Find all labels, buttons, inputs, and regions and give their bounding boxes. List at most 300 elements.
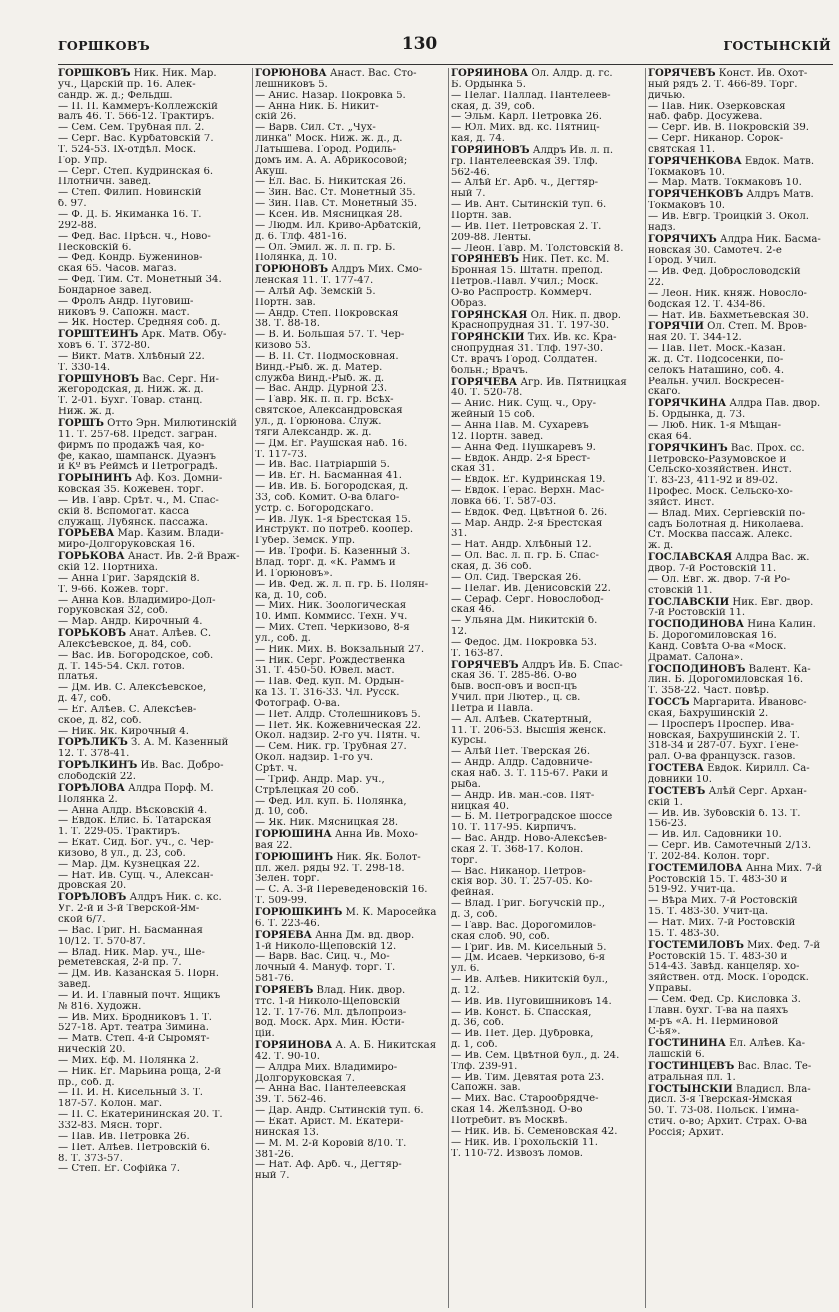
entry-line: надз. [648, 222, 676, 233]
entry-line: двор. 7-й Ростовскій 11. [648, 563, 777, 574]
entry-line: жегородская, д. Ниж. ж. д. [58, 385, 204, 396]
entry-line: — Влад. Григ. Богучскій пр., [451, 899, 605, 910]
entry-line: — Варв. Сил. Ст. „Чух- [255, 123, 376, 134]
entry-line: Потребит. въ Москвѣ. [451, 1116, 568, 1126]
entry-line: — Эльм. Карл. Петровка 26. [451, 112, 602, 123]
entry-line: 22. [648, 278, 665, 289]
entry-line: Влад. торг. д. «К. Раммъ и [255, 557, 396, 568]
entry-line: Токмаковъ 10. [648, 201, 725, 212]
entry-line: валъ 46. Т. 566-12. Трактиръ. [58, 112, 215, 123]
entry-line: — Сем. Фед. Ср. Кисловка 3. [648, 994, 801, 1005]
entry-line: ный 7. [255, 1171, 290, 1182]
entry-line: ская слоб. 90, соб. [451, 931, 550, 942]
entry-line: ціи. [255, 1029, 275, 1040]
entry-line: 332-83. Мясн. торг. [58, 1121, 163, 1131]
surname-heading: ГОРЮШИНЪ [255, 851, 334, 863]
entry-line: 12. Портн. завед. [451, 431, 544, 442]
entry-line: Сельско-хозяйствен. Инст. [648, 465, 792, 476]
entry-line: ГОРѢЛКИНЪ Ив. Вас. Добро- [58, 760, 224, 772]
surname-heading: ГОРШУНОВЪ [58, 373, 140, 385]
surname-heading: ГОРЯЧКИНЪ [648, 442, 728, 454]
entry-line: дисл. 3-я Тверская-Ямская [648, 1095, 793, 1106]
surname-heading: ГОРЬКОВА [58, 551, 125, 563]
entry-line: 1-й Николо-Щеповскій 12. [255, 941, 397, 952]
entry-line: — Пав. Фед. куп. М. Ордын- [255, 677, 404, 688]
entry-line: — Гавр. Вас. Дорогомилов- [451, 920, 596, 931]
entry-line: быв. восп-овъ и восп-цъ [451, 682, 577, 693]
entry-line: Портн. зав. [451, 210, 512, 221]
entry-line: Т. 330-14. [58, 362, 111, 373]
entry-line: — Пелаг. Ив. Денисовскій 22. [451, 583, 611, 594]
entry-line: — Дар. Андр. Сытинскій туп. 6. [255, 1106, 424, 1117]
surname-heading: ГОСТИНЦЕВЪ [648, 1060, 735, 1072]
entry-line: ГОСТЕМИЛОВЪ Мих. Фед. 7-й [648, 939, 821, 951]
entry-line: ГОРШЪ Отто Эрн. Милютинскій [58, 418, 237, 429]
entry-line: ул. 6. [451, 964, 480, 975]
entry-line: 15. Т. 483-30. Учит-ца. [648, 907, 769, 918]
entry-line: Винд.-Рыб. ж. д. Матер. [255, 362, 383, 373]
entry-line: — Екат. Сид. Бог. уч., с. Чер- [58, 838, 214, 849]
entry-line: Ст. Москва пассаж. Алекс. [648, 530, 793, 541]
entry-line: служба Винд.-Рыб. ж. д. [255, 373, 385, 384]
entry-line: — Мар. Андр. Кирочный 4. [58, 617, 203, 628]
entry-line: Ниж. ж. д. [58, 407, 115, 418]
entry-line: ная 20. Т. 344-12. [648, 333, 742, 344]
entry-line: 11. Т. 257-68. Предст. загран. [58, 429, 218, 440]
entry-line: — Ник. Ив. Грохольскій 11. [451, 1137, 598, 1148]
entry-line: служащ. Лубянск. пассажа. [58, 517, 209, 528]
entry-line: — Матв. Степ. 4-й Сыромят- [58, 1034, 210, 1045]
entry-line: — Анна Ник. Б. Никит- [255, 101, 379, 112]
entry-line: ховъ 6. Т. 372-80. [58, 341, 151, 352]
entry-line: Плотничн. завед. [58, 177, 152, 188]
entry-line: Уг. 2-й и 3-й Тверской-Ям- [58, 904, 200, 915]
entry-line: Бондарное завед. [58, 285, 152, 296]
entry-line: 292-88. [58, 220, 97, 231]
surname-heading: ГОРЯЧКИНА [648, 398, 727, 410]
entry-line: — И. И. Главный почт. Ящикъ [58, 990, 221, 1001]
entry-line: — Як. Ностер. Средняя соб. д. [58, 318, 221, 329]
entry-line: — Ксен. Ив. Мясницкая 28. [255, 209, 403, 220]
entry-line: — Серг. Ив. В. Покровскій 39. [648, 123, 809, 134]
entry-line: — Анна Алдр. Вѣсковскій 4. [58, 805, 208, 816]
entry-line: ГОРЯЧЕНКОВЪ Алдръ Матв. [648, 189, 814, 201]
entry-line: домъ им. А. А. Абрикосовой; [255, 155, 408, 166]
entry-line: — Сем. Ник. гр. Трубная 27. [255, 742, 407, 753]
entry-line: — Анна Фед. Пушкаревъ 9. [451, 442, 596, 453]
entry-line: Т. 509-99. [255, 896, 308, 907]
surname-heading: ГОРЯЧЕВА [451, 376, 518, 388]
entry-line: д. 47, соб. [58, 694, 112, 705]
entry-line: 10. Т. 117-95. Кирпичъ. [451, 823, 577, 834]
entry-line: 381-26. [255, 1149, 294, 1160]
entry-line: 209-88. Ленты. [451, 232, 532, 243]
entry-line: рал. О-ва французск. газов. [648, 752, 796, 763]
entry-line: ГОСТИНИНА Ел. Алѣев. Ка- [648, 1038, 806, 1050]
entry-line: горуковская 32, соб. [58, 606, 169, 617]
entry-line: ская 64. [648, 431, 692, 442]
surname-heading: ГОСТИНИНА [648, 1038, 726, 1050]
entry-line: — Ник. Ив. Б. Семеновская 42. [451, 1126, 618, 1137]
header-right-catchword: ГОСТЫНСКІЙ [723, 38, 831, 53]
entry-line: и Кº въ Реймсѣ и Петроградѣ. [58, 462, 218, 473]
entry-line: 38. Т. 88-18. [255, 319, 320, 330]
entry-line: никовъ 9. Сапожн. маст. [58, 307, 190, 318]
entry-line: — Леон. Гавр. М. Толстовскій 8. [451, 243, 624, 254]
entry-line: ГОРШУНОВЪ Вас. Серг. Ни- [58, 373, 219, 385]
entry-line: — Мар. Матв. Токмаковъ 10. [648, 178, 802, 189]
entry-line: — Анна Пав. М. Сухаревъ [451, 421, 589, 431]
entry-line: Портн. зав. [255, 297, 316, 308]
entry-line: — Вѣра Мих. 7-й Ростовскій [648, 896, 798, 907]
entry-line: ская, д. 39, соб. [451, 101, 535, 112]
entry-line: — Ол. Евг. ж. двор. 7-й Ро- [648, 574, 791, 585]
entry-line: ской 6/7. [58, 914, 106, 925]
entry-line: — Ив. Лук. 1-я Брестская 15. [255, 514, 411, 525]
entry-line: Полянка 2. [58, 794, 118, 805]
entry-line: — Дм. Исаев. Черкизово, 6-я [451, 953, 606, 964]
entry-line: О-во Распростр. Коммерч. [451, 287, 592, 298]
surname-heading: ГОРШТЕЙНЪ [58, 329, 139, 341]
entry-line: ленская 11. Т. 177-47. [255, 276, 374, 287]
entry-line: реметевская, 2-й пр. 7. [58, 958, 182, 969]
entry-line: ГОРЯЧІЙ Ол. Степ. М. Вров- [648, 321, 807, 333]
entry-line: Т. 9-66. Кожев. торг. [58, 584, 169, 595]
entry-line: ж. д. Ст. Подсосенки, по- [648, 354, 784, 365]
entry-line: Ростовскій 15. Т. 483-30 и [648, 874, 788, 885]
entry-line: новская, Бахрушинскій 2. Т. [648, 730, 800, 741]
entry-line: ГОРЬКОВА Анаст. Ив. 2-й Враж- [58, 551, 240, 563]
entry-line: ГОСТЫНСКІЙ Владисл. Вла- [648, 1083, 811, 1095]
entry-line: Канд. Совѣта О-ва «Моск. [648, 641, 787, 652]
entry-line: ка 13. Т. 316-33. Чл. Русск. [255, 688, 400, 699]
entry-line: ГОРЯЧЕВЪ Алдръ Ив. Б. Спас- [451, 659, 623, 671]
entry-line: Долгоруковская 7. [255, 1073, 356, 1084]
entry-line: — Пелаг. Паллад. Пантелеев- [451, 90, 611, 101]
entry-line: — Ив. Ив. Пуговишниковъ 14. [451, 996, 612, 1007]
entry-line: Т. 202-84. Колон. торг. [648, 851, 770, 862]
surname-heading: ГОССЪ [648, 697, 690, 709]
entry-line: — Просперъ Проспер. Ива- [648, 719, 795, 730]
entry-line: ГОСТЕМИЛОВА Анна Мих. 7-й [648, 862, 822, 874]
entry-line: д. Т. 145-54. Скл. готов. [58, 661, 185, 672]
entry-line: — Леон. Ник. княж. Новосло- [648, 288, 807, 299]
entry-line: — Люб. Ник. 1-я Мѣщан- [648, 421, 782, 431]
entry-line: — Фролъ Андр. Пуговиш- [58, 296, 194, 307]
entry-line: ул., соб. д. [255, 633, 311, 644]
entry-line: — Людм. Ил. Криво-Арбатскій, [255, 220, 422, 231]
entry-line: д. 3, соб. [451, 909, 498, 920]
entry-line: скій 26. [255, 112, 297, 123]
entry-line: — Ник. Серг. Рождественка [255, 655, 406, 666]
entry-line: ГОРЮШКИНЪ М. К. Маросейка [255, 906, 437, 918]
entry-line: пл. жел. ряды 92. Т. 298-18. [255, 863, 405, 874]
entry-line: — Нат. Ив. Сущ. ч., Алексан- [58, 870, 214, 881]
entry-line: — Пав. Пет. Моск.-Казан. [648, 344, 786, 355]
entry-line: 318-34 и 287-07. Бухг. Гене- [648, 741, 799, 752]
entry-line: ГОРЬЕВА Мар. Казим. Влади- [58, 528, 224, 540]
entry-line: садъ Болотная д. Николаева. [648, 519, 804, 530]
entry-line: ГОРЯЕВЪ Влад. Ник. двор. [255, 984, 406, 996]
surname-heading: ГОСТЕМИЛОВЪ [648, 939, 744, 951]
entry-line: № 816. Художн. [58, 1001, 142, 1012]
entry-line: — С. А. 3-й Переведеновскій 16. [255, 885, 428, 896]
surname-heading: ГОРЬКОВЪ [58, 628, 127, 640]
entry-line: Губер. Земск. Упр. [255, 536, 356, 547]
entry-line: нинская 13. [255, 1127, 319, 1138]
entry-line: — Нат. Мих. 7-й Ростовскій [648, 917, 796, 928]
entry-line: — П. С. Екатерининская 20. Т. [58, 1110, 223, 1121]
entry-line: — Екат. Арист. М. Екатери- [255, 1117, 404, 1127]
entry-line: — Вас. Григ. Н. Басманная [58, 925, 203, 936]
entry-line: зяйст. Инст. [648, 497, 715, 508]
entry-line: — Нат. Ив. Бахметьевская 30. [648, 310, 809, 321]
entry-line: Токмаковъ 10. [648, 167, 725, 178]
entry-line: 187-57. Колон. маг. [58, 1099, 163, 1110]
surname-heading: ГОРЯЧЕНКОВЪ [648, 189, 744, 201]
entry-line: — Серг. Ив. Самотечный 2/13. [648, 841, 812, 852]
entry-line: — Мар. Андр. 2-я Брестская [451, 518, 603, 529]
entry-line: — Мих. Еф. М. Полянка 2. [58, 1055, 199, 1066]
entry-line: ГОРШТЕЙНЪ Арк. Матв. Обу- [58, 329, 227, 341]
entry-line: — Алдра Мих. Владимиро- [255, 1062, 398, 1073]
entry-line: ка, д. 10, соб. [255, 590, 327, 601]
entry-line: фейная. [451, 888, 495, 899]
surname-heading: ГОРЯИНОВА [255, 1040, 333, 1052]
entry-line: — Ив. Евгр. Троицкій 3. Окол. [648, 211, 810, 222]
entry-line: — Серг. Степ. Кудринская 6. [58, 166, 214, 177]
entry-line: ГОРЫНИНЪ Аф. Коз. Домни- [58, 473, 223, 485]
entry-line: ГОСЛАВСКАЯ Алдра Вас. ж. [648, 552, 810, 564]
surname-heading: ГОРЯЕВЪ [255, 984, 314, 996]
entry-line: д. 6. Тлф. 481-16. [255, 231, 347, 242]
entry-line: вая 22. [255, 840, 293, 851]
entry-line: — Ив. Гавр. Срѣт. ч., М. Спас- [58, 495, 219, 506]
entry-line: ГОРЮШИНЪ Ник. Як. Болот- [255, 851, 421, 863]
entry-line: 519-92. Учит-ца. [648, 885, 736, 896]
entry-line: Управы. [648, 984, 692, 995]
entry-line: ГОРЯИНОВА А. А. Б. Никитская [255, 1040, 437, 1052]
entry-line: ГОРЯЧКИНЪ Вас. Прох. сс. [648, 442, 805, 454]
entry-line: ул., д. Горюнова. Служ. [255, 417, 382, 427]
entry-line: — Ф. Д. Б. Якиманка 16. Т. [58, 209, 202, 220]
entry-line: — Ник. Мих. В. Вокзальный 27. [255, 644, 425, 655]
entry-line: 7-й Ростовскій 11. [648, 608, 746, 619]
entry-line: — Нат. Аф. Арб. ч., Дегтяр- [255, 1160, 402, 1171]
entry-line: ская, д. 36 соб. [451, 561, 532, 572]
entry-line: Петра и Павла. [451, 703, 534, 714]
entry-line: — Триф. Андр. Мар. уч., [255, 774, 385, 785]
entry-line: торг. [451, 855, 478, 866]
entry-line: 11. Т. 206-53. Высшія женск. [451, 725, 607, 736]
surname-heading: ГОСЛАВСКАЯ [648, 552, 733, 564]
entry-line: сандр. ж. д.; Фельдш. [58, 90, 173, 101]
entry-line: — Андр. Алдр. Садовниче- [451, 758, 593, 769]
entry-line: ж. д. [648, 541, 674, 552]
entry-line: тяги Александр. ж. д. [255, 427, 372, 438]
entry-line: святская 11. [648, 144, 716, 155]
surname-heading: ГОРЯНЕВЪ [451, 254, 519, 266]
entry-line: стич. о-во; Архит. Страх. О-ва [648, 1117, 808, 1128]
entry-line: Реальн. учил. Воскресен- [648, 376, 785, 387]
entry-line: лашскій 6. [648, 1050, 705, 1061]
entry-line: ГОРЮНОВА Анаст. Вас. Сто- [255, 68, 417, 79]
surname-heading: ГОРЯЧИХЪ [648, 233, 717, 245]
entry-line: довники 10. [648, 775, 712, 785]
entry-line: Т. 2-01. Бухг. Товар. станц. [58, 396, 203, 407]
entry-line: 527-18. Арт. театра Зимина. [58, 1023, 209, 1034]
entry-line: ГОСПОДИНОВА Нина Калин. [648, 619, 816, 631]
entry-line: 39. Т. 562-46. [255, 1095, 327, 1106]
entry-line: д. 36, соб. [451, 1018, 505, 1029]
entry-line: жейный 15 соб. [451, 410, 536, 421]
entry-line: — Анис. Назар. Покровка 5. [255, 90, 406, 101]
entry-line: святское, Александровская [255, 406, 403, 417]
surname-heading: ГОСЛАВСКІЙ [648, 596, 730, 608]
column-2 [255, 68, 447, 1308]
entry-line: — Ив. Алѣев. Никитскій бул., [451, 975, 609, 986]
entry-line: — Фед. Вас. Прѣсн. ч., Ново- [58, 231, 211, 242]
entry-line: — Алѣй Ег. Арб. ч., Дегтяр- [451, 178, 599, 189]
entry-line: Драмат. Салона». [648, 652, 744, 663]
entry-line: 10. Имп. Коммисс. Техн. Уч. [255, 612, 408, 623]
page-header [0, 34, 839, 60]
entry-line: — Варв. Вас. Сиц. ч., Мо- [255, 952, 390, 963]
entry-line: — Ив. Тим. Девятая рота 23. [451, 1072, 605, 1083]
surname-heading: ГОРЯЧЕВЪ [648, 68, 716, 79]
entry-line: С-ья». [648, 1027, 681, 1038]
entry-line: бодская 12. Т. 434-86. [648, 299, 766, 310]
entry-line: Полянка, д. 10. [255, 253, 338, 264]
entry-line: — Алѣй Аф. Земскій 5. [255, 286, 376, 297]
entry-line: — Зин. Пав. Ст. Монетный 35. [255, 199, 418, 210]
entry-line: Б. Ордынка 5. [451, 79, 526, 90]
entry-line: — Дм. Ив. Казанская 5. Порн. [58, 969, 219, 980]
entry-line: — Ол. Вас. л. п. гр. Б. Спас- [451, 551, 599, 562]
entry-line: платья. [58, 672, 98, 683]
entry-line: Б. Ордынка, д. 73. [648, 410, 746, 421]
entry-line: Образ. [451, 298, 487, 309]
entry-line: — Евдок. Елис. Б. Татарская [58, 816, 212, 827]
entry-line: курсы. [451, 736, 487, 747]
entry-line: ГОРЯЕВА Анна Дм. вд. двор. [255, 929, 415, 941]
surname-heading: ГОСТЕВЪ [648, 785, 706, 797]
entry-line: селокъ Наташино, соб. 4. [648, 365, 785, 376]
entry-line: — Як. Ник. Мясницкая 28. [255, 818, 399, 829]
surname-heading: ГОРѢЛОВА [58, 782, 125, 794]
entry-line: ттс. 1-й Николо-Щеповскій [255, 996, 401, 1007]
entry-line: д. 10, соб. [255, 807, 309, 818]
column-divider [252, 68, 253, 1308]
entry-line: Т. 358-22. Част. повѣр. [648, 686, 770, 697]
entry-line: 6. Т. 223-46. [255, 918, 320, 929]
entry-line: Окол. надзир. 2-го уч. Пятн. ч. [255, 731, 421, 742]
surname-heading: ГОСТЕМИЛОВА [648, 862, 743, 874]
entry-line: фе, какао, шампанск. Дуаэнъ [58, 451, 216, 462]
entry-line: ская 2. Т. 368-17. Колон. [451, 844, 584, 855]
column-divider [448, 68, 449, 1308]
entry-line: — Федос. Дм. Покровка 53. [451, 637, 597, 648]
entry-line: зяйствен. отд. Моск. Городск. [648, 973, 809, 984]
entry-line: — Ник. Як. Кирочный 4. [58, 726, 189, 737]
entry-line: — Евдок. Герас. Верхн. Мас- [451, 486, 605, 497]
entry-line: скій 12. Портниха. [58, 562, 158, 573]
entry-line: ГОРѢЛОВЪ Алдръ Ник. с. кс. [58, 892, 222, 904]
entry-line: 12. Т. 17-76. Мл. дѣлопроиз- [255, 1007, 407, 1018]
entry-line: — Ив. Ант. Сытинскій туп. 6. [451, 200, 607, 211]
entry-line: Профес. Моск. Сельско-хо- [648, 487, 793, 498]
entry-line: — Пав. Ив. Петровка 26. [58, 1131, 190, 1142]
entry-line: — Степ. Филип. Новинскій [58, 188, 202, 199]
entry-line: — Ив. Вас. Патріаршій 5. [255, 460, 390, 471]
surname-heading: ГОРЯЧЕНКОВА [648, 155, 742, 167]
surname-heading: ГОРѢЛИКЪ [58, 737, 128, 749]
entry-line: 10/12. Т. 570-87. [58, 936, 146, 947]
entry-line: — Ив. Ив. Б. Богородская, д. [255, 482, 409, 493]
entry-line: ская 46. [451, 605, 495, 616]
entry-line: ская наб. 3. Т. 115-67. Раки и [451, 769, 608, 779]
entry-line: — Ол. Сид. Тверская 26. [451, 572, 582, 583]
entry-line: — Вас. Андр. Ново-Алексѣев- [451, 834, 607, 845]
entry-line: ный 7. [451, 189, 486, 200]
entry-line: ГОСТЕВА Евдок. Кирилл. Са- [648, 763, 810, 775]
entry-line: Т. 117-73. [255, 449, 308, 460]
entry-line: Ростовскій 15. Т. 483-30 и [648, 951, 788, 962]
entry-line: завед. [58, 980, 91, 991]
entry-line: — Ник. Ег. Марьина роща, 2-й [58, 1066, 222, 1077]
entry-line: скія вор. 30. Т. 257-05. Ко- [451, 877, 593, 888]
entry-line: — Ег. Алѣев. С. Алексѣев- [58, 704, 197, 715]
entry-line: — Анна Вас. Пантелеевская [255, 1084, 407, 1095]
entry-line: ГОРЯЧИХЪ Алдра Ник. Басма- [648, 233, 821, 245]
entry-line: — Ив. Конст. Б. Спасская, [451, 1007, 592, 1018]
entry-line: — Дм. Ег. Раушская наб. 16. [255, 438, 408, 449]
entry-line: атральная пл. 1. [648, 1072, 736, 1083]
entry-line: Т. 110-72. Извозъ ломов. [451, 1148, 584, 1159]
surname-heading: ГОРЯЧЕВЪ [451, 659, 519, 671]
entry-line: пр., соб. д. [58, 1077, 115, 1088]
entry-line: — Степ. Ег. Софійка 7. [58, 1164, 180, 1175]
surname-heading: ГОРЯИНОВА [451, 68, 529, 79]
entry-line: линка" Моск. Ниж. ж. д., д. [255, 134, 403, 145]
surname-heading: ГОРЬЕВА [58, 528, 115, 540]
entry-line: 50. Т. 73-08. Польск. Гимна- [648, 1106, 799, 1117]
entry-line: ГОСПОДИНОВЪ Валент. Ка- [648, 663, 811, 675]
entry-line: Б. Дорогомиловская 16. [648, 631, 777, 642]
entry-line: ГОРЯЧЕВА Агр. Ив. Пятницкая [451, 376, 627, 388]
entry-line: д. 12. [451, 985, 480, 996]
entry-line: Срѣт. ч. [255, 764, 298, 774]
entry-line: — Пав. Ник. Озерковская [648, 101, 786, 112]
surname-heading: ГОСТЫНСКІЙ [648, 1083, 733, 1095]
entry-line: вод. Моск. Арх. Мин. Юсти- [255, 1018, 405, 1029]
entry-line: — Ив. Сем. Цвѣтной бул., д. 24. [451, 1050, 620, 1061]
entry-line: ническій 20. [58, 1045, 126, 1056]
entry-line: 12. [451, 627, 468, 638]
header-left-catchword: ГОРШКОВЪ [58, 38, 150, 53]
entry-line: — Мих. Вас. Старообрядче- [451, 1094, 599, 1105]
entry-line: Т. 163-87. [451, 648, 504, 659]
entry-line: кая, д. 74. [451, 134, 505, 145]
entry-line: — Пет. Алдр. Столешниковъ 5. [255, 709, 421, 720]
entry-line: 562-46. [451, 167, 490, 178]
entry-line: м-ръ «А. Н. Перминовой [648, 1016, 779, 1027]
entry-line: ГОРѢЛОВА Алдра Порф. М. [58, 782, 214, 794]
entry-line: ГОРЮШИНА Анна Ив. Мохо- [255, 829, 418, 841]
entry-line: ГОРѢЛИКЪ З. А. М. Казенный [58, 737, 229, 749]
entry-line: — Анис. Ник. Сущ. ч., Ору- [451, 399, 597, 410]
surname-heading: ГОСТЕВА [648, 763, 704, 775]
